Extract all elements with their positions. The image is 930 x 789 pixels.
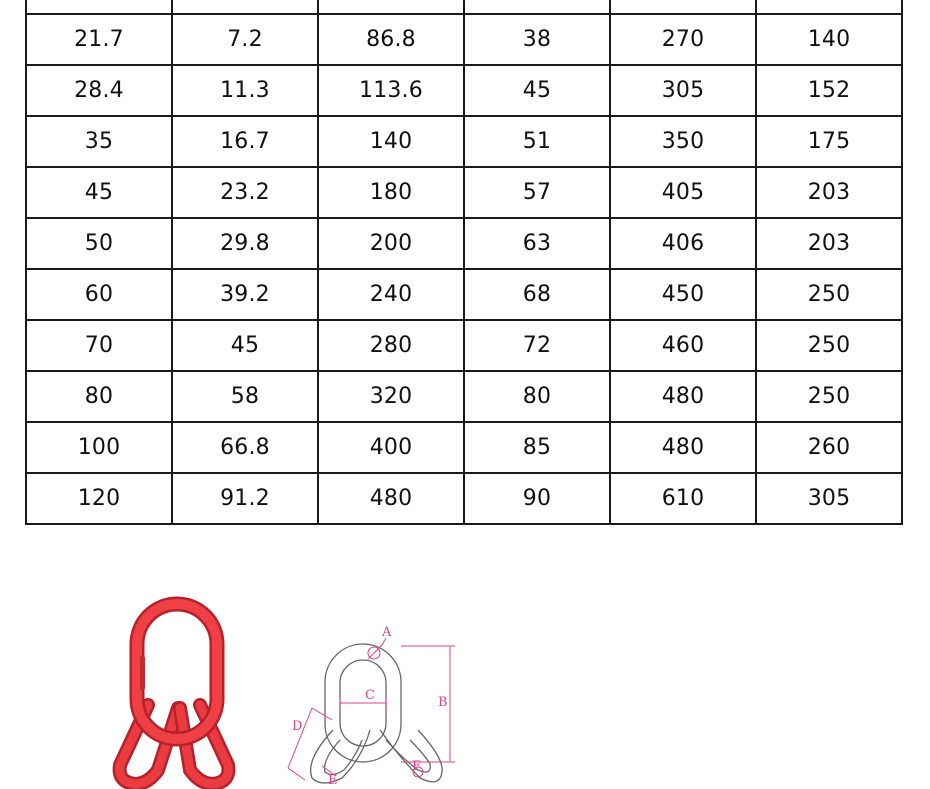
- table-cell: 320: [318, 371, 464, 422]
- illustrations-svg: [100, 590, 520, 789]
- table-cell: 610: [610, 473, 756, 524]
- table-cell: 60: [26, 269, 172, 320]
- table-cell: 480: [610, 371, 756, 422]
- table-cell: 200: [318, 218, 464, 269]
- label-d: D: [292, 719, 303, 734]
- table-cell: 68: [464, 269, 610, 320]
- table-cell: 480: [318, 473, 464, 524]
- table-cell: 305: [610, 65, 756, 116]
- table-cell: 29.8: [172, 218, 318, 269]
- red-master-link-icon: [120, 604, 229, 784]
- table-cell: 405: [610, 167, 756, 218]
- table-cell: 280: [318, 320, 464, 371]
- table-cell: [464, 0, 610, 14]
- table-row: [26, 269, 902, 320]
- table-cell: 35: [26, 116, 172, 167]
- table-row: [26, 218, 902, 269]
- table-cell: 45: [172, 320, 318, 371]
- table-cell: 85: [464, 422, 610, 473]
- label-a: A: [382, 625, 392, 640]
- table-cell: 90: [464, 473, 610, 524]
- label-c: C: [365, 688, 375, 703]
- table-cell: 50: [26, 218, 172, 269]
- table-cell: 203: [756, 167, 902, 218]
- table-cell: 70: [26, 320, 172, 371]
- table-cell: [318, 0, 464, 14]
- table-cell: 80: [464, 371, 610, 422]
- table-cell: 180: [318, 167, 464, 218]
- table-cell: 250: [756, 269, 902, 320]
- table-row: [26, 371, 902, 422]
- table-cell: 140: [756, 14, 902, 65]
- table-cell: 28.4: [26, 65, 172, 116]
- table-cell: 152: [756, 65, 902, 116]
- table-row: [26, 116, 902, 167]
- table-cell: 260: [756, 422, 902, 473]
- table-cell: 72: [464, 320, 610, 371]
- table-row: [26, 167, 902, 218]
- dimension-diagram: [288, 625, 455, 788]
- table-cell: 140: [318, 116, 464, 167]
- table-cell: 63: [464, 218, 610, 269]
- table-cell: 400: [318, 422, 464, 473]
- table-cell: 350: [610, 116, 756, 167]
- table-cell: 203: [756, 218, 902, 269]
- table-cell: 175: [756, 116, 902, 167]
- table-cell: 250: [756, 371, 902, 422]
- table-cell: 480: [610, 422, 756, 473]
- table-cell: 39.2: [172, 269, 318, 320]
- table-row: [26, 0, 902, 14]
- table-cell: 7.2: [172, 14, 318, 65]
- table-cell: 120: [26, 473, 172, 524]
- table-cell: 45: [464, 65, 610, 116]
- label-f: F: [412, 759, 422, 774]
- table-cell: 250: [756, 320, 902, 371]
- table-cell: 86.8: [318, 14, 464, 65]
- table-cell: [610, 0, 756, 14]
- table-cell: 406: [610, 218, 756, 269]
- table-cell: 38: [464, 14, 610, 65]
- table-cell: 57: [464, 167, 610, 218]
- table-cell: 450: [610, 269, 756, 320]
- table-cell: 91.2: [172, 473, 318, 524]
- table-row: [26, 14, 902, 65]
- table-cell: 113.6: [318, 65, 464, 116]
- table-row: [26, 422, 902, 473]
- table-cell: 240: [318, 269, 464, 320]
- table-cell: 23.2: [172, 167, 318, 218]
- table-cell: 305: [756, 473, 902, 524]
- table-cell: 270: [610, 14, 756, 65]
- label-b: B: [438, 695, 448, 710]
- table-row: [26, 65, 902, 116]
- table-cell: 100: [26, 422, 172, 473]
- illustrations: [100, 590, 520, 789]
- table-cell: [756, 0, 902, 14]
- table-row: [26, 473, 902, 524]
- table-cell: 460: [610, 320, 756, 371]
- table-cell: 66.8: [172, 422, 318, 473]
- table-cell: 21.7: [26, 14, 172, 65]
- table-cell: 45: [26, 167, 172, 218]
- table-cell: [172, 0, 318, 14]
- table-cell: 58: [172, 371, 318, 422]
- table-cell: [26, 0, 172, 14]
- table-row: [26, 320, 902, 371]
- spec-table: [25, 0, 903, 525]
- table-cell: 80: [26, 371, 172, 422]
- table-cell: 51: [464, 116, 610, 167]
- table-cell: 11.3: [172, 65, 318, 116]
- table-cell: 16.7: [172, 116, 318, 167]
- label-e: E: [328, 773, 338, 788]
